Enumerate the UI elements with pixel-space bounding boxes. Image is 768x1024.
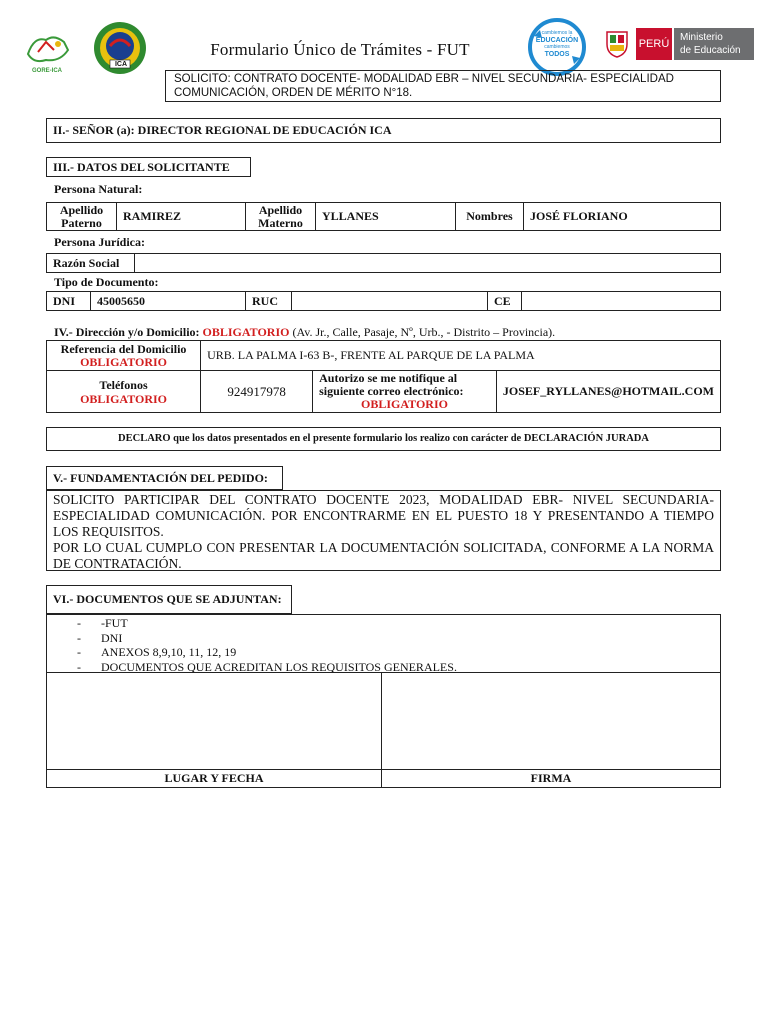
persona-natural-label: Persona Natural: (54, 182, 143, 196)
bullet-dash: - (77, 645, 81, 659)
campaign-line-1: cambiemos la (541, 30, 573, 36)
tipo-documento-label: Tipo de Documento: (54, 275, 159, 289)
section-2-label: II.- SEÑOR (a): DIRECTOR REGIONAL DE EDUCACIÓN ICA (46, 118, 721, 143)
ce-label: CE (488, 292, 522, 311)
domicilio-table (46, 340, 721, 413)
solicito-text: SOLICITO: CONTRATO DOCENTE- MODALIDAD EBR – NIVEL SECUNDARIA- ESPECIALIDAD COMUNICACIÓN, ORDEN DE MÉRITO N°18. (174, 73, 674, 99)
dni-label: DNI (47, 292, 91, 311)
peru-shield-icon (604, 28, 630, 58)
telefonos-cell (47, 371, 201, 413)
document-item (77, 616, 720, 631)
document-text: DOCUMENTOS QUE ACREDITAN LOS REQUISITOS GENERALES. (101, 659, 457, 674)
minedu-line-2: de Educación (680, 45, 741, 56)
fundamentacion-box (46, 490, 721, 571)
document-item (77, 645, 720, 660)
ruc-value (292, 292, 488, 311)
declaracion-box: DECLARO que los datos presentados en el presente formulario los realizo con carácter de DECLARACIÓN JURADA (46, 427, 721, 451)
bullet-dash: - (77, 616, 81, 630)
gore-ica-label: GORE-ICA (32, 68, 62, 74)
bullet-dash: - (77, 659, 81, 674)
peru-label: PERÚ (636, 28, 672, 60)
autorizo-cell (313, 371, 497, 413)
campaign-line-2: EDUCACIÓN (535, 37, 579, 44)
apellido-paterno-value: RAMIREZ (117, 203, 246, 231)
correo-value: JOSEF_RYLLANES@HOTMAIL.COM (496, 371, 720, 413)
campaign-text (532, 30, 582, 58)
document-text: ANEXOS 8,9,10, 11, 12, 19 (101, 645, 237, 659)
referencia-cell (47, 341, 201, 371)
persona-juridica-label: Persona Jurídica: (54, 235, 145, 249)
telefonos-obligatorio: OBLIGATORIO (80, 391, 167, 406)
section-3-label: III.- DATOS DEL SOLICITANTE (46, 157, 251, 177)
section-4-label: IV.- Dirección y/o Domicilio: (54, 325, 200, 339)
bullet-dash: - (77, 630, 81, 645)
autorizo-label: Autorizo se me notifique al siguiente correo electrónico: (319, 371, 464, 398)
fundamentacion-paragraph-2: POR LO CUAL CUMPLO CON PRESENTAR LA DOCUMENTACIÓN SOLICITADA, CONFORME A LA NORMA DE CONTRATACIÓN. (53, 540, 714, 571)
document-text: -FUT (101, 616, 128, 630)
page-title: Formulario Único de Trámites - FUT (210, 40, 470, 59)
section-5-label: V.- FUNDAMENTACIÓN DEL PEDIDO: (46, 466, 283, 490)
campaign-line-4: TODOS (544, 51, 570, 58)
nombres-label: Nombres (456, 203, 524, 231)
razon-social-value (135, 254, 721, 273)
section-6-label: VI.- DOCUMENTOS QUE SE ADJUNTAN: (46, 585, 292, 614)
lugar-fecha-area (46, 672, 382, 770)
solicito-box (165, 70, 721, 102)
apellido-materno-label: Apellido Materno (246, 203, 316, 231)
section-4-header (54, 325, 555, 340)
firma-label: FIRMA (381, 769, 721, 788)
minedu-logo (596, 24, 754, 64)
dni-value: 45005650 (91, 292, 246, 311)
autorizo-obligatorio: OBLIGATORIO (361, 397, 448, 411)
minedu-line-1: Ministerio (680, 32, 723, 43)
documentos-box (46, 614, 721, 673)
fundamentacion-paragraph-1: SOLICITO PARTICIPAR DEL CONTRATO DOCENTE 2023, MODALIDAD EBR- NIVEL SECUNDARIA- ESPECIALIDAD COMUNICACIÓN. POR ENCONTRARME EN EL PUESTO 18 Y PRESENTANDO A TIEMPO LOS REQUISITOS. (53, 492, 714, 539)
referencia-label: Referencia del Domicilio (60, 341, 187, 356)
section-4-hint: (Av. Jr., Calle, Pasaje, Nº, Urb., - Distrito – Provincia). (292, 325, 556, 339)
apellido-paterno-label: Apellido Paterno (47, 203, 117, 231)
nombres-value: JOSÉ FLORIANO (524, 203, 721, 231)
referencia-obligatorio: OBLIGATORIO (80, 354, 167, 369)
section-4-obligatorio: OBLIGATORIO (202, 325, 290, 339)
gore-ica-logo (24, 32, 74, 68)
razon-social-label: Razón Social (47, 254, 135, 273)
campaign-line-3: cambiemos (544, 44, 570, 50)
ruc-label: RUC (246, 292, 292, 311)
apellido-materno-value: YLLANES (316, 203, 456, 231)
persona-juridica-table (46, 253, 721, 273)
document-text: DNI (101, 630, 123, 645)
tipo-documento-table (46, 291, 721, 311)
referencia-value: URB. LA PALMA I-63 B-, FRENTE AL PARQUE DE LA PALMA (201, 341, 721, 371)
minedu-label (674, 28, 754, 60)
firma-area (381, 672, 721, 770)
telefonos-label: Teléfonos (99, 377, 148, 392)
ce-value (522, 292, 721, 311)
ugel-ica-label: ICA (114, 61, 128, 68)
document-item (77, 631, 720, 646)
lugar-fecha-label: LUGAR Y FECHA (46, 769, 382, 788)
telefono-value: 924917978 (201, 371, 313, 413)
persona-natural-table (46, 202, 721, 231)
